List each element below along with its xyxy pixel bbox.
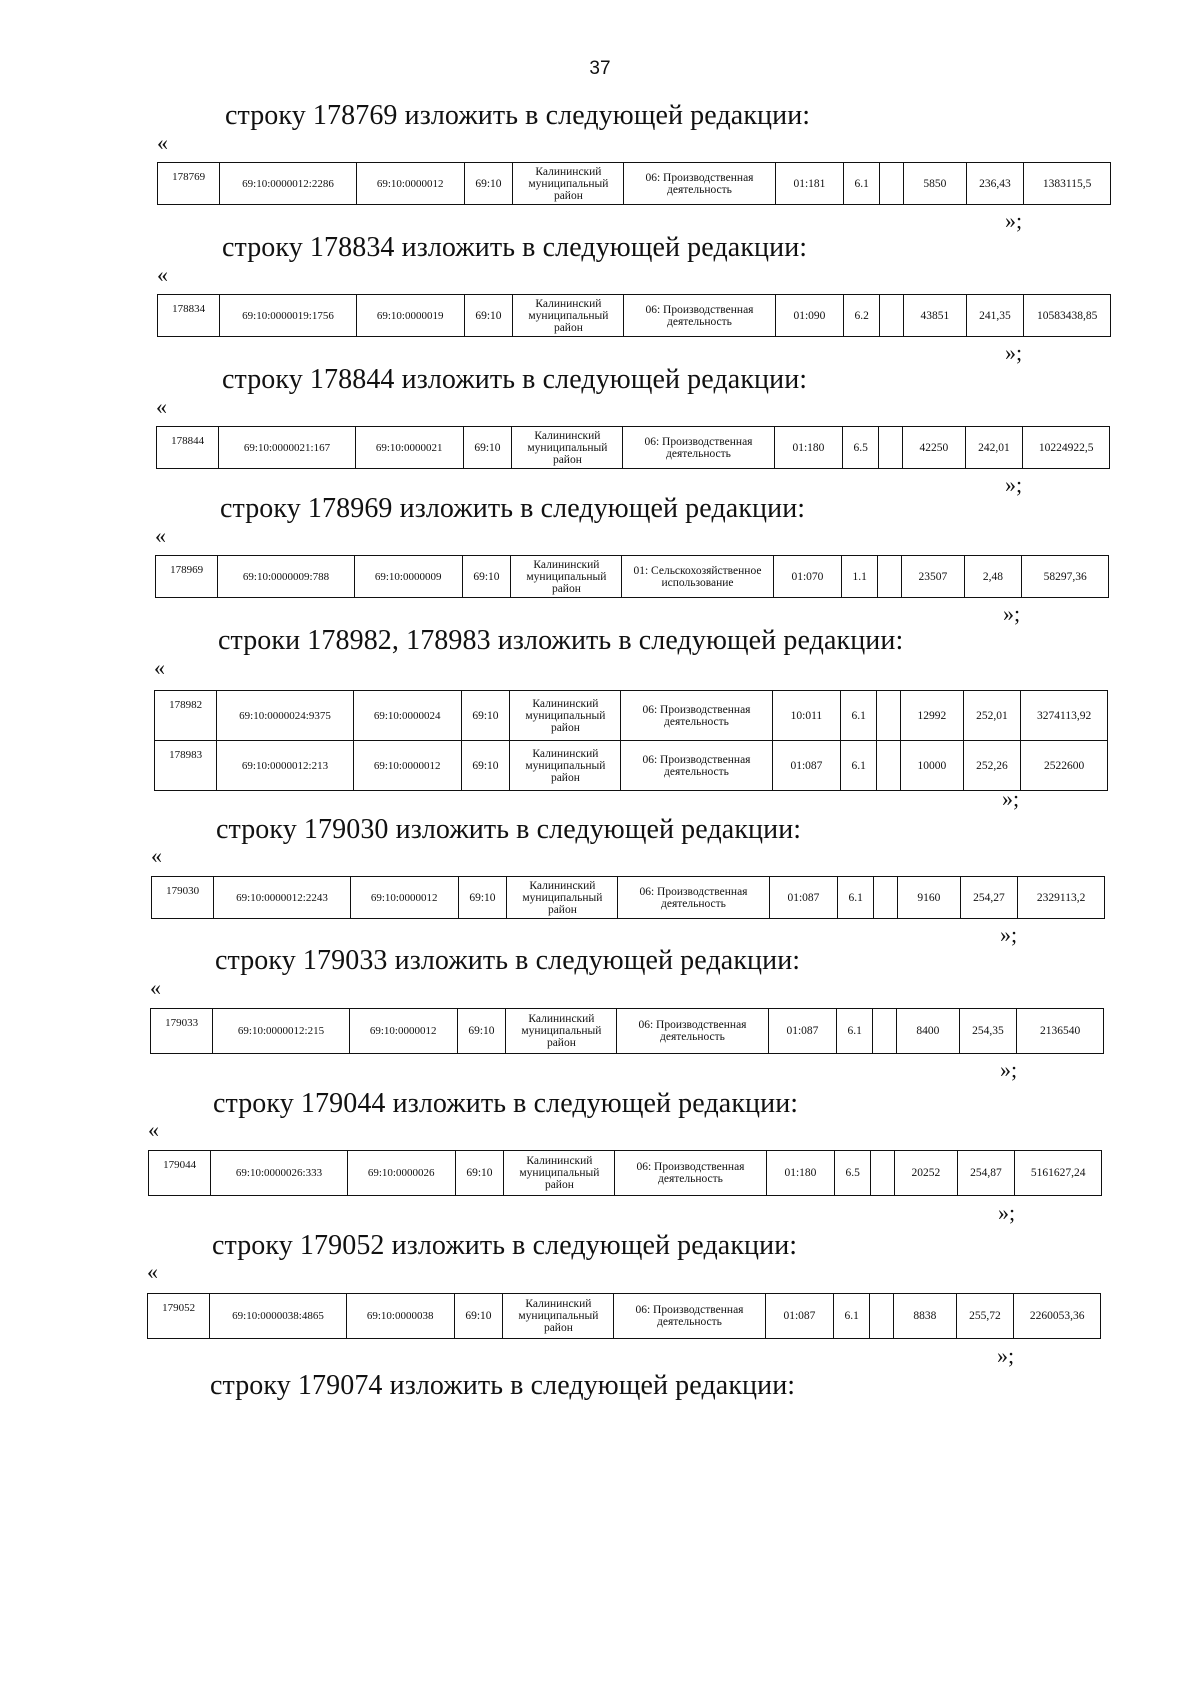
cell-district-code: 69:10 [454,1294,503,1339]
cell-area: 42250 [903,427,965,469]
cell-cadastral-value: 2522600 [1021,741,1108,791]
cell-area: 23507 [902,556,964,598]
closing-quote: »; [1000,922,1018,947]
cell-code: 01:181 [775,163,844,205]
land-plot-table [147,1293,1101,1339]
cell-rate: 254,35 [959,1009,1017,1054]
cell-area: 10000 [901,741,963,791]
cell-group: 6.5 [835,1151,871,1196]
amendment-heading: строку 179074 изложить в следующей редакции: [210,1370,796,1401]
table-row [156,556,1109,598]
cell-district: Калининский муниципальный район [512,427,623,469]
amendment-heading: строку 179044 изложить в следующей редакции: [213,1088,799,1119]
cell-district: Калининский муниципальный район [503,1294,614,1339]
land-plot-table [151,876,1105,919]
cell-rate: 2,48 [964,556,1022,598]
cell-row-number: 178969 [156,556,218,598]
cell-blank [879,295,903,337]
cell-blank [876,691,900,741]
cell-code: 01:180 [774,427,843,469]
cell-cadastral-quarter: 69:10:0000024 [353,691,461,741]
cell-district-code: 69:10 [458,877,507,919]
cell-rate: 252,01 [963,691,1021,741]
cell-rate: 254,27 [960,877,1018,919]
closing-quote: »; [998,1200,1016,1225]
cell-cadastral-quarter: 69:10:0000012 [353,741,461,791]
cell-rate: 254,87 [957,1151,1015,1196]
cell-cadastral-quarter: 69:10:0000012 [350,877,458,919]
cell-district-code: 69:10 [462,556,511,598]
cell-cadastral-quarter: 69:10:0000021 [355,427,463,469]
cell-cadastral-quarter: 69:10:0000009 [354,556,462,598]
table-row [148,1294,1101,1339]
cell-area: 8400 [897,1009,959,1054]
cell-land-use: 06: Производственная деятельность [615,1151,766,1196]
cell-cadastral-value: 2329113,2 [1018,877,1105,919]
cell-group: 1.1 [842,556,878,598]
cell-land-use: 06: Производственная деятельность [614,1294,765,1339]
closing-quote: »; [997,1343,1015,1368]
amendment-heading: строку 179033 изложить в следующей редакции: [215,945,801,976]
cell-code: 01:087 [769,877,838,919]
cell-blank [878,427,902,469]
cell-rate: 255,72 [956,1294,1014,1339]
cell-district: Калининский муниципальный район [504,1151,615,1196]
cell-district-code: 69:10 [464,295,513,337]
cell-land-use: 06: Производственная деятельность [617,1009,768,1054]
land-plot-table [156,426,1110,469]
cell-area: 12992 [901,691,963,741]
cell-group: 6.1 [837,1009,873,1054]
cell-code: 01:070 [773,556,842,598]
cell-land-use: 06: Производственная деятельность [623,427,774,469]
table-row [157,427,1110,469]
cell-district: Калининский муниципальный район [513,295,624,337]
cell-cadastral-number: 69:10:0000021:167 [219,427,356,469]
cell-blank [869,1294,893,1339]
cell-district: Калининский муниципальный район [510,691,621,741]
closing-quote: »; [1005,340,1023,365]
cell-blank [870,1151,894,1196]
opening-quote: « [150,975,161,1000]
cell-rate: 242,01 [965,427,1023,469]
cell-cadastral-number: 69:10:0000038:4865 [210,1294,347,1339]
amendment-heading: строку 178834 изложить в следующей редакции: [222,232,808,263]
opening-quote: « [157,130,168,155]
cell-area: 20252 [895,1151,957,1196]
cell-row-number: 178769 [158,163,220,205]
cell-group: 6.1 [841,741,877,791]
table-row [155,691,1108,741]
cell-blank [876,741,900,791]
cell-area: 9160 [898,877,960,919]
table-row [151,1009,1104,1054]
cell-cadastral-number: 69:10:0000012:2286 [220,163,357,205]
table-row [152,877,1105,919]
opening-quote: « [156,394,167,419]
cell-group: 6.2 [844,295,880,337]
cell-district-code: 69:10 [461,691,510,741]
cell-cadastral-number: 69:10:0000012:2243 [214,877,351,919]
cell-cadastral-quarter: 69:10:0000026 [347,1151,455,1196]
cell-row-number: 178834 [158,295,220,337]
table-row [158,163,1111,205]
cell-land-use: 06: Производственная деятельность [621,691,772,741]
closing-quote: »; [1005,208,1023,233]
cell-code: 01:087 [768,1009,837,1054]
amendment-heading: строки 178982, 178983 изложить в следующей редакции: [218,625,904,656]
cell-area: 5850 [904,163,966,205]
cell-cadastral-number: 69:10:0000019:1756 [220,295,357,337]
cell-district-code: 69:10 [455,1151,504,1196]
amendment-heading: строку 179052 изложить в следующей редакции: [212,1230,798,1261]
cell-land-use: 06: Производственная деятельность [618,877,769,919]
cell-row-number: 178982 [155,691,217,741]
cell-row-number: 178844 [157,427,219,469]
closing-quote: »; [1002,786,1020,811]
cell-code: 01:180 [766,1151,835,1196]
cell-row-number: 179030 [152,877,214,919]
cell-land-use: 06: Производственная деятельность [621,741,772,791]
cell-district: Калининский муниципальный район [511,556,622,598]
cell-row-number: 178983 [155,741,217,791]
cell-group: 6.1 [844,163,880,205]
closing-quote: »; [1003,601,1021,626]
cell-cadastral-quarter: 69:10:0000012 [356,163,464,205]
cell-land-use: 06: Производственная деятельность [624,295,775,337]
amendment-heading: строку 178969 изложить в следующей редакции: [220,493,806,524]
amendment-heading: строку 178769 изложить в следующей редакции: [225,100,811,131]
cell-cadastral-quarter: 69:10:0000038 [346,1294,454,1339]
cell-district: Калининский муниципальный район [510,741,621,791]
opening-quote: « [148,1117,159,1142]
cell-district-code: 69:10 [457,1009,506,1054]
cell-area: 43851 [904,295,966,337]
cell-district-code: 69:10 [461,741,510,791]
cell-group: 6.1 [841,691,877,741]
cell-code: 01:090 [775,295,844,337]
cell-cadastral-value: 2260053,36 [1014,1294,1101,1339]
cell-group: 6.1 [838,877,874,919]
closing-quote: »; [1005,472,1023,497]
cell-cadastral-value: 5161627,24 [1015,1151,1102,1196]
table-row [158,295,1111,337]
cell-code: 01:087 [765,1294,834,1339]
cell-row-number: 179052 [148,1294,210,1339]
cell-cadastral-value: 10583438,85 [1024,295,1111,337]
closing-quote: »; [1000,1057,1018,1082]
cell-row-number: 179044 [149,1151,211,1196]
cell-cadastral-quarter: 69:10:0000019 [356,295,464,337]
cell-group: 6.1 [834,1294,870,1339]
land-plot-table [157,162,1111,205]
cell-rate: 236,43 [966,163,1024,205]
land-plot-table [148,1150,1102,1196]
table-row [149,1151,1102,1196]
land-plot-table [154,690,1108,791]
cell-district: Калининский муниципальный район [506,1009,617,1054]
cell-rate: 252,26 [963,741,1021,791]
cell-cadastral-number: 69:10:0000012:213 [217,741,354,791]
cell-cadastral-value: 3274113,92 [1021,691,1108,741]
cell-district: Калининский муниципальный район [507,877,618,919]
cell-land-use: 06: Производственная деятельность [624,163,775,205]
page-number: 37 [589,58,611,79]
cell-land-use: 01: Сельскохозяйственное использование [622,556,773,598]
cell-row-number: 179033 [151,1009,213,1054]
cell-cadastral-value: 2136540 [1017,1009,1104,1054]
opening-quote: « [154,655,165,680]
opening-quote: « [155,523,166,548]
opening-quote: « [147,1259,158,1284]
land-plot-table [150,1008,1104,1054]
cell-blank [877,556,901,598]
cell-cadastral-value: 58297,36 [1022,556,1109,598]
cell-cadastral-value: 1383115,5 [1024,163,1111,205]
table-row [155,741,1108,791]
cell-cadastral-quarter: 69:10:0000012 [349,1009,457,1054]
cell-code: 10:011 [772,691,841,741]
cell-cadastral-number: 69:10:0000024:9375 [217,691,354,741]
cell-cadastral-value: 10224922,5 [1023,427,1110,469]
cell-district: Калининский муниципальный район [513,163,624,205]
opening-quote: « [157,262,168,287]
cell-cadastral-number: 69:10:0000012:215 [213,1009,350,1054]
cell-cadastral-number: 69:10:0000026:333 [211,1151,348,1196]
cell-code: 01:087 [772,741,841,791]
land-plot-table [157,294,1111,337]
cell-rate: 241,35 [966,295,1024,337]
cell-cadastral-number: 69:10:0000009:788 [218,556,355,598]
cell-district-code: 69:10 [464,163,513,205]
cell-area: 8838 [894,1294,956,1339]
amendment-heading: строку 179030 изложить в следующей редакции: [216,814,802,845]
cell-group: 6.5 [843,427,879,469]
land-plot-table [155,555,1109,598]
opening-quote: « [151,843,162,868]
cell-blank [879,163,903,205]
cell-blank [872,1009,896,1054]
cell-blank [873,877,897,919]
cell-district-code: 69:10 [463,427,512,469]
amendment-heading: строку 178844 изложить в следующей редакции: [222,364,808,395]
